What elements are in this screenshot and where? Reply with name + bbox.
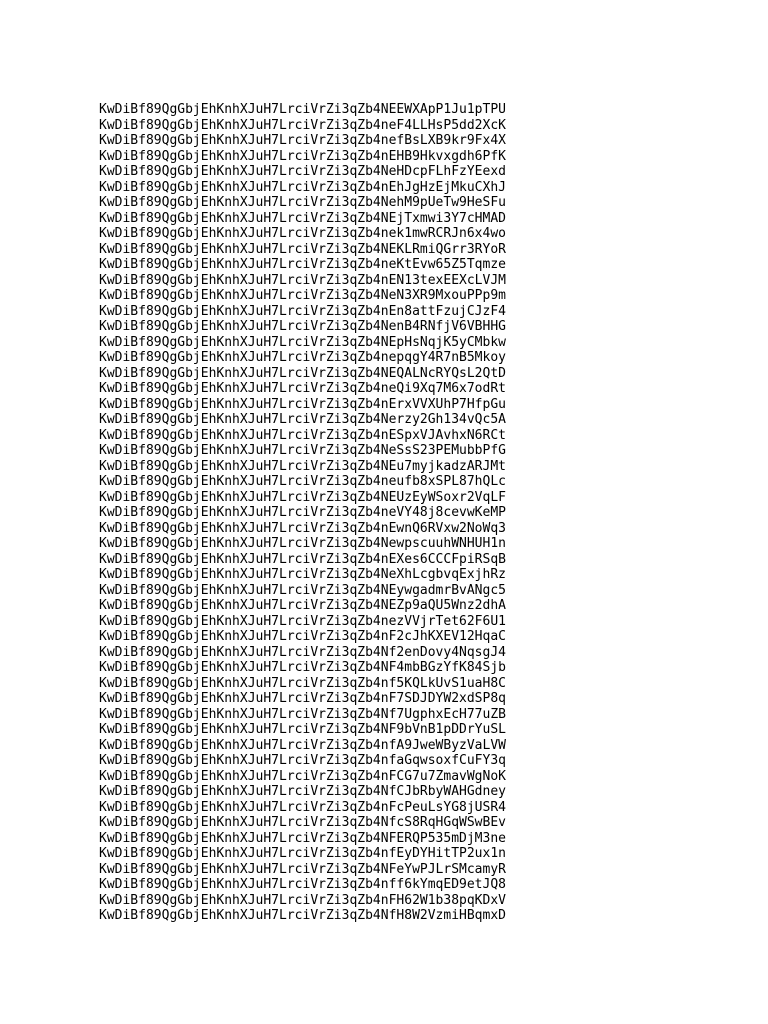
text-line: KwDiBf89QgGbjEhKnhXJuH7LrciVrZi3qZb4NF4mbBGzYfK84Sjb bbox=[99, 660, 506, 675]
text-line: KwDiBf89QgGbjEhKnhXJuH7LrciVrZi3qZb4NEKLRmiQGrr3RYoR bbox=[99, 241, 506, 257]
text-line: KwDiBf89QgGbjEhKnhXJuH7LrciVrZi3qZb4neufb8xSPL87hQLc bbox=[99, 474, 506, 489]
text-line: KwDiBf89QgGbjEhKnhXJuH7LrciVrZi3qZb4neKtEvw65Z5Tqmze bbox=[99, 257, 506, 272]
text-line: KwDiBf89QgGbjEhKnhXJuH7LrciVrZi3qZb4nfaGqwsoxfCuFY3q bbox=[99, 753, 506, 768]
text-line: KwDiBf89QgGbjEhKnhXJuH7LrciVrZi3qZb4nff6kYmqED9etJQ8 bbox=[99, 877, 506, 892]
text-line: KwDiBf89QgGbjEhKnhXJuH7LrciVrZi3qZb4nFcPeuLsYG8jUSR4 bbox=[99, 799, 506, 815]
text-line: KwDiBf89QgGbjEhKnhXJuH7LrciVrZi3qZb4NFERQP535mDjM3ne bbox=[99, 830, 506, 846]
text-line: KwDiBf89QgGbjEhKnhXJuH7LrciVrZi3qZb4NEpHsNqjK5yCMbkw bbox=[99, 334, 506, 350]
text-line: KwDiBf89QgGbjEhKnhXJuH7LrciVrZi3qZb4nEwnQ6RVxw2NoWq3 bbox=[99, 520, 506, 536]
text-line: KwDiBf89QgGbjEhKnhXJuH7LrciVrZi3qZb4nfEyDYHitTP2ux1n bbox=[99, 846, 506, 861]
text-line: KwDiBf89QgGbjEhKnhXJuH7LrciVrZi3qZb4nezVVjrTet62F6U1 bbox=[99, 613, 506, 629]
text-line: KwDiBf89QgGbjEhKnhXJuH7LrciVrZi3qZb4NeSsS23PEMubbPfG bbox=[99, 443, 506, 458]
text-line: KwDiBf89QgGbjEhKnhXJuH7LrciVrZi3qZb4NeHDcpFLhFzYEexd bbox=[99, 164, 506, 179]
text-line: KwDiBf89QgGbjEhKnhXJuH7LrciVrZi3qZb4NfH8W2VzmiHBqmxD bbox=[99, 908, 506, 923]
text-line: KwDiBf89QgGbjEhKnhXJuH7LrciVrZi3qZb4nFH62W1b38pqKDxV bbox=[99, 892, 506, 908]
text-line: KwDiBf89QgGbjEhKnhXJuH7LrciVrZi3qZb4NEywgadmrBvANgc5 bbox=[99, 582, 506, 598]
text-line: KwDiBf89QgGbjEhKnhXJuH7LrciVrZi3qZb4NEQALNcRYQsL2QtD bbox=[99, 365, 506, 381]
text-line: KwDiBf89QgGbjEhKnhXJuH7LrciVrZi3qZb4nFCG7u7ZmavWgNoK bbox=[99, 768, 506, 784]
text-line: KwDiBf89QgGbjEhKnhXJuH7LrciVrZi3qZb4NEu7myjkadzARJMt bbox=[99, 458, 506, 474]
text-line: KwDiBf89QgGbjEhKnhXJuH7LrciVrZi3qZb4NEjTxmwi3Y7cHMAD bbox=[99, 210, 506, 226]
text-line: KwDiBf89QgGbjEhKnhXJuH7LrciVrZi3qZb4nek1mwRCRJn6x4wo bbox=[99, 226, 506, 241]
text-line: KwDiBf89QgGbjEhKnhXJuH7LrciVrZi3qZb4NehM9pUeTw9HeSFu bbox=[99, 195, 506, 210]
text-line: KwDiBf89QgGbjEhKnhXJuH7LrciVrZi3qZb4neVY48j8cevwKeMP bbox=[99, 505, 506, 520]
text-line: KwDiBf89QgGbjEhKnhXJuH7LrciVrZi3qZb4nf5KQLkUvS1uaH8C bbox=[99, 675, 506, 691]
text-line: KwDiBf89QgGbjEhKnhXJuH7LrciVrZi3qZb4nEhJgHzEjMkuCXhJ bbox=[99, 179, 506, 195]
text-line: KwDiBf89QgGbjEhKnhXJuH7LrciVrZi3qZb4NEUzEyWSoxr2VqLF bbox=[99, 489, 506, 505]
text-line: KwDiBf89QgGbjEhKnhXJuH7LrciVrZi3qZb4neF4LLHsP5dd2XcK bbox=[99, 117, 506, 133]
text-line: KwDiBf89QgGbjEhKnhXJuH7LrciVrZi3qZb4NfcS8RqHGqWSwBEv bbox=[99, 815, 506, 830]
text-line: KwDiBf89QgGbjEhKnhXJuH7LrciVrZi3qZb4NF9bVnB1pDDrYuSL bbox=[99, 722, 506, 737]
text-line: KwDiBf89QgGbjEhKnhXJuH7LrciVrZi3qZb4nEXes6CCCFpiRSqB bbox=[99, 551, 506, 567]
text-line: KwDiBf89QgGbjEhKnhXJuH7LrciVrZi3qZb4nF7SDJDYW2xdSP8q bbox=[99, 691, 506, 706]
text-line: KwDiBf89QgGbjEhKnhXJuH7LrciVrZi3qZb4nEn8attFzujCJzF4 bbox=[99, 303, 506, 319]
text-line: KwDiBf89QgGbjEhKnhXJuH7LrciVrZi3qZb4NeXhLcgbvqExjhRz bbox=[99, 567, 506, 582]
text-line: KwDiBf89QgGbjEhKnhXJuH7LrciVrZi3qZb4nESpxVJAvhxN6RCt bbox=[99, 427, 506, 443]
text-line: KwDiBf89QgGbjEhKnhXJuH7LrciVrZi3qZb4neQi9Xq7M6x7odRt bbox=[99, 381, 506, 396]
text-line: KwDiBf89QgGbjEhKnhXJuH7LrciVrZi3qZb4NEZp9aQU5Wnz2dhA bbox=[99, 598, 506, 613]
text-line: KwDiBf89QgGbjEhKnhXJuH7LrciVrZi3qZb4Nerzy2Gh134vQc5A bbox=[99, 412, 506, 427]
text-line: KwDiBf89QgGbjEhKnhXJuH7LrciVrZi3qZb4NEEWXApP1Ju1pTPU bbox=[99, 102, 506, 117]
text-line: KwDiBf89QgGbjEhKnhXJuH7LrciVrZi3qZb4NFeYwPJLrSMcamyR bbox=[99, 861, 506, 877]
text-line: KwDiBf89QgGbjEhKnhXJuH7LrciVrZi3qZb4nepqgY4R7nB5Mkoy bbox=[99, 350, 506, 365]
key-list bbox=[99, 102, 506, 924]
text-line: KwDiBf89QgGbjEhKnhXJuH7LrciVrZi3qZb4NewpscuuhWNHUH1n bbox=[99, 536, 506, 551]
text-line: KwDiBf89QgGbjEhKnhXJuH7LrciVrZi3qZb4NenB4RNfjV6VBHHG bbox=[99, 319, 506, 334]
text-line: KwDiBf89QgGbjEhKnhXJuH7LrciVrZi3qZb4nErxVVXUhP7HfpGu bbox=[99, 396, 506, 412]
text-line: KwDiBf89QgGbjEhKnhXJuH7LrciVrZi3qZb4nF2cJhKXEV12HqaC bbox=[99, 629, 506, 644]
text-line: KwDiBf89QgGbjEhKnhXJuH7LrciVrZi3qZb4Nf7UgphxEcH77uZB bbox=[99, 706, 506, 722]
text-line: KwDiBf89QgGbjEhKnhXJuH7LrciVrZi3qZb4NfCJbRbyWAHGdney bbox=[99, 784, 506, 799]
text-line: KwDiBf89QgGbjEhKnhXJuH7LrciVrZi3qZb4nEN13texEEXcLVJM bbox=[99, 272, 506, 288]
text-line: KwDiBf89QgGbjEhKnhXJuH7LrciVrZi3qZb4nefBsLXB9kr9Fx4X bbox=[99, 133, 506, 148]
text-line: KwDiBf89QgGbjEhKnhXJuH7LrciVrZi3qZb4NeN3XR9MxouPPp9m bbox=[99, 288, 506, 303]
text-line: KwDiBf89QgGbjEhKnhXJuH7LrciVrZi3qZb4Nf2enDovy4NqsgJ4 bbox=[99, 644, 506, 660]
text-line: KwDiBf89QgGbjEhKnhXJuH7LrciVrZi3qZb4nEHB9Hkvxgdh6PfK bbox=[99, 148, 506, 164]
text-line: KwDiBf89QgGbjEhKnhXJuH7LrciVrZi3qZb4nfA9JweWByzVaLVW bbox=[99, 737, 506, 753]
